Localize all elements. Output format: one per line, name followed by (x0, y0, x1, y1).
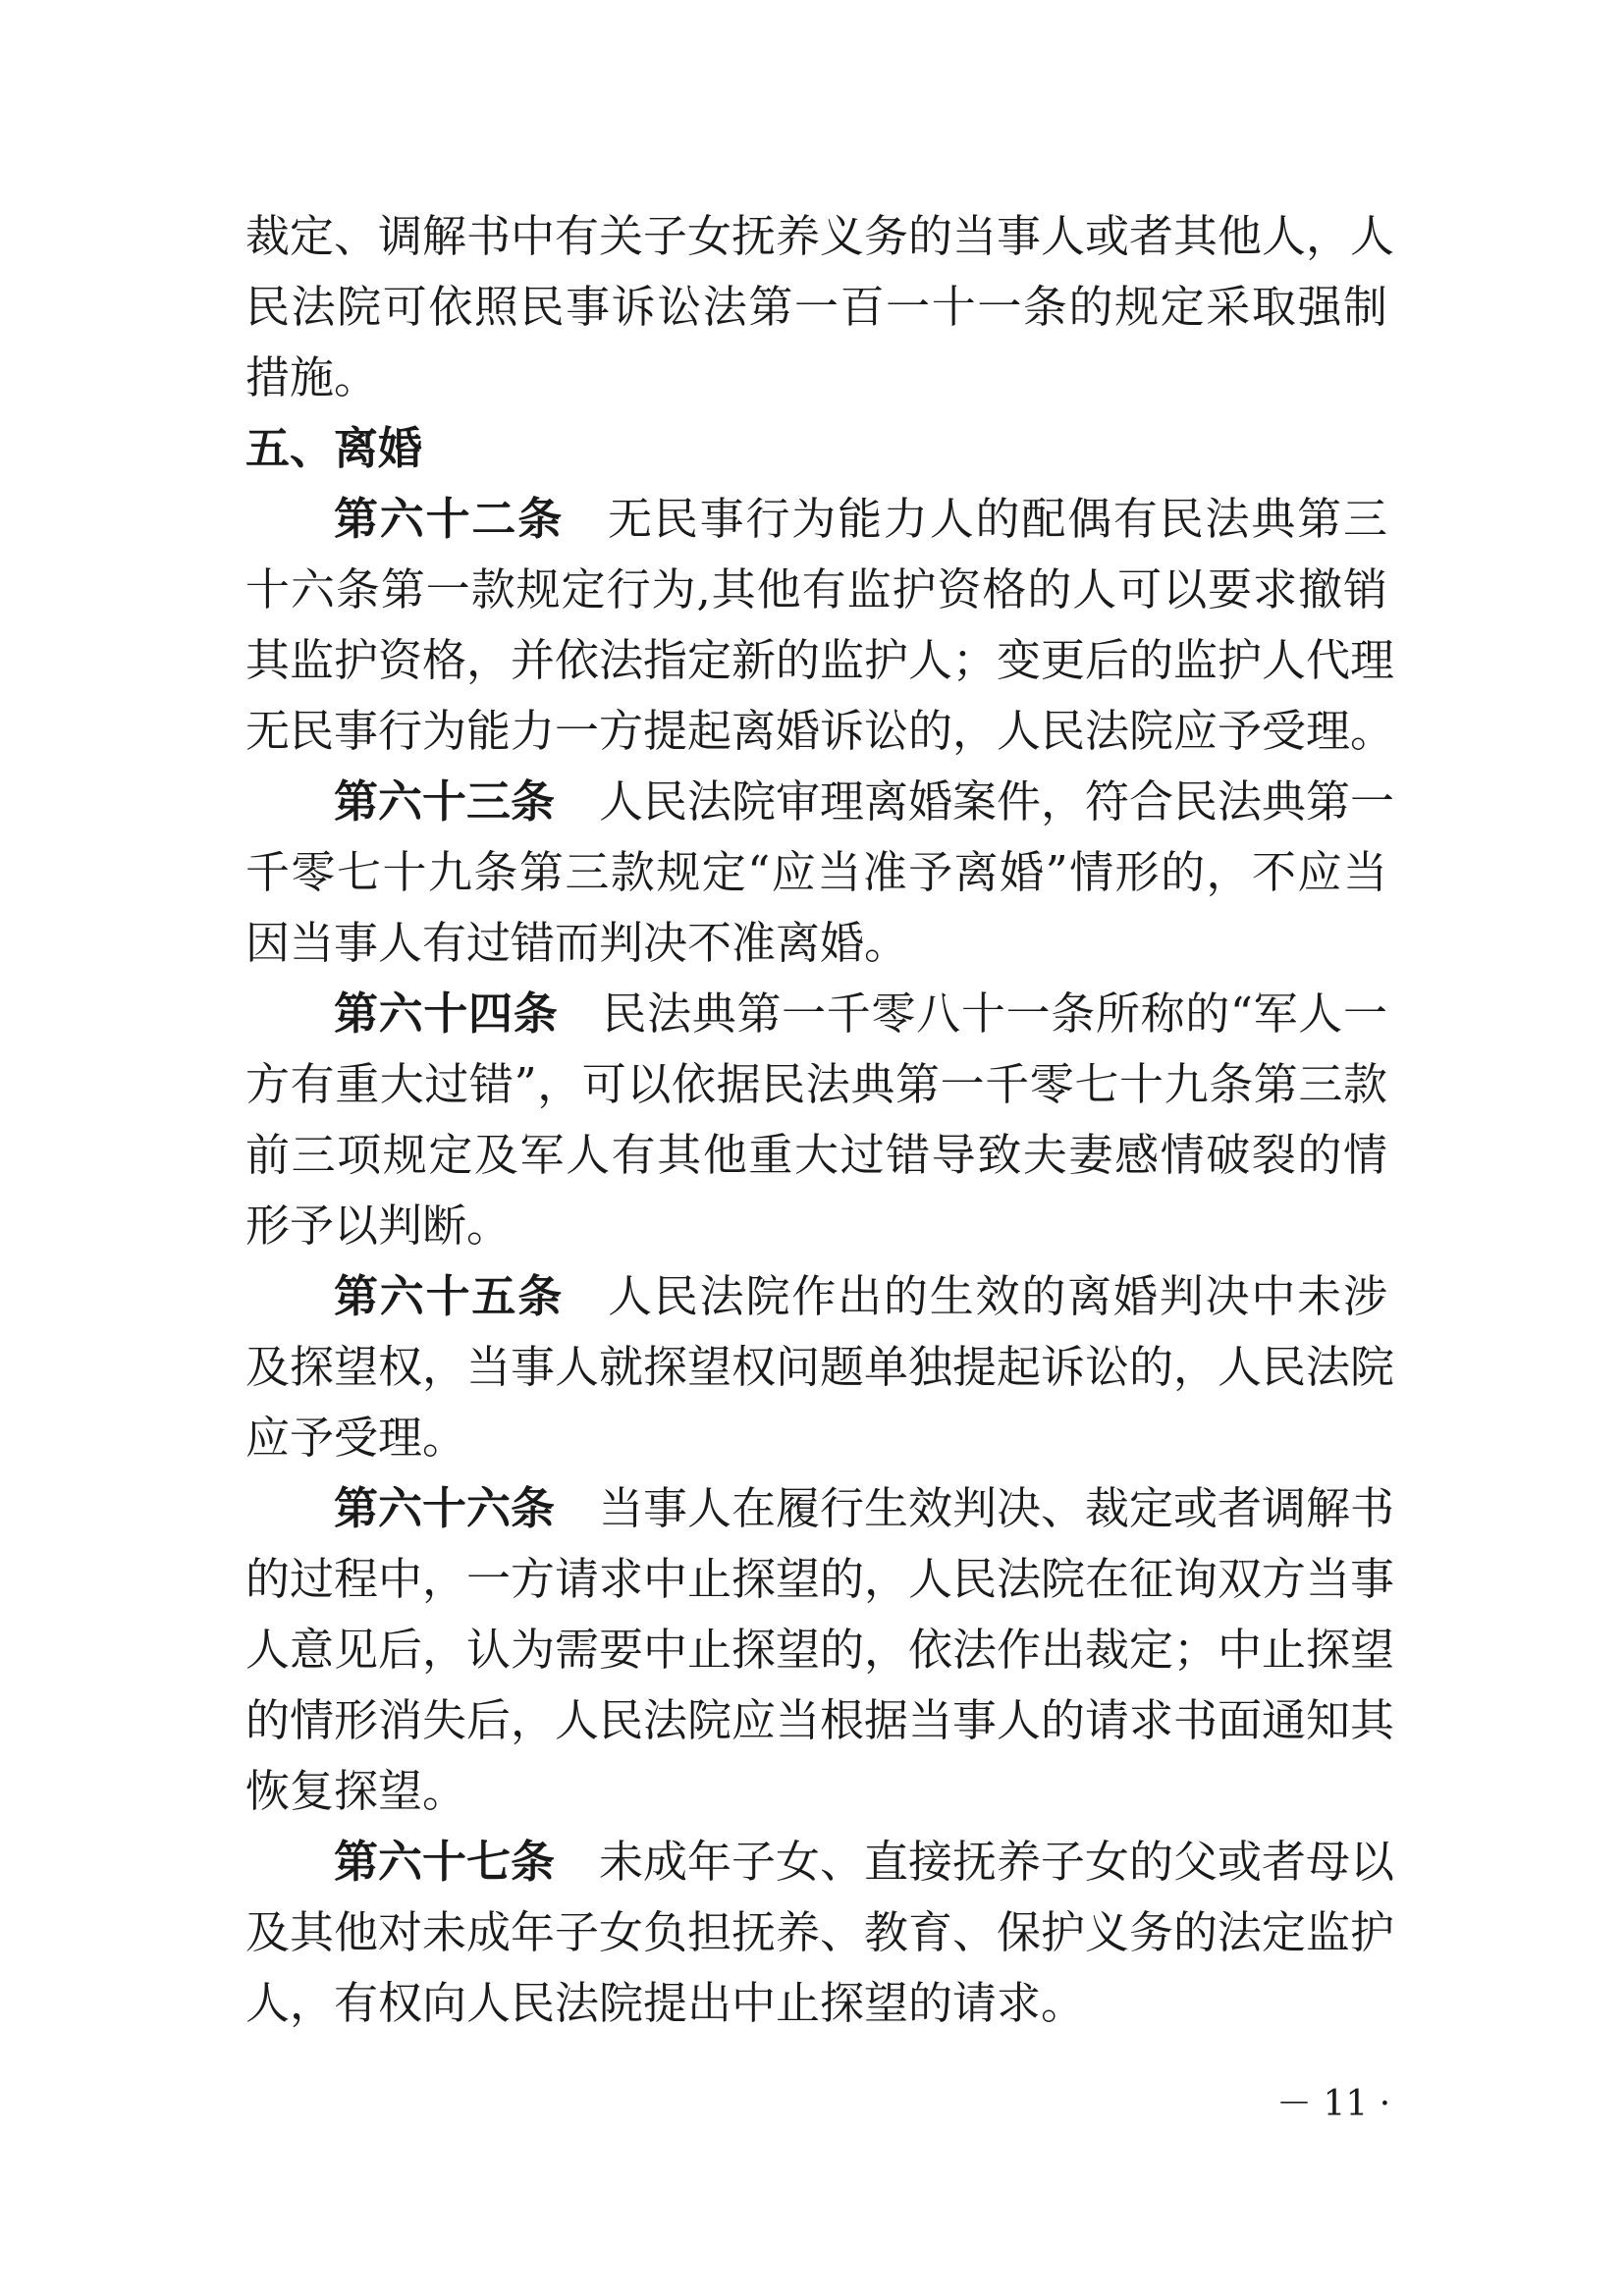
article-first-line (245, 767, 1395, 837)
text-line: 因当事人有过错而判决不准离婚。 (245, 917, 909, 969)
text-line: 未成年子女、直接抚养子女的父或者母以 (599, 1836, 1395, 1888)
article-title: 第六十六条 (334, 1482, 556, 1534)
section-heading: 五、离婚 (245, 422, 423, 474)
article-64 (245, 979, 1387, 1261)
text-line: 前三项规定及军人有其他重大过错导致夫妻感情破裂的情 (245, 1129, 1387, 1181)
article-title: 第六十七条 (334, 1836, 556, 1888)
text-line: 千零七十九条第三款规定“应当准予离婚”情形的，不应当 (245, 846, 1387, 898)
text-line: 民法典第一千零八十一条所称的“军人一 (602, 988, 1387, 1040)
article-first-line (245, 1827, 1395, 1897)
text-line: 人意见后，认为需要中止探望的，依法作出裁定；中止探望 (245, 1624, 1395, 1676)
text-line: 无民事行为能力人的配偶有民法典第三 (608, 493, 1387, 545)
page-number: － 11 · (1276, 2084, 1391, 2124)
text-line: 裁定、调解书中有关子女抚养义务的当事人或者其他人，人 (245, 210, 1395, 262)
text-line: 形予以判断。 (245, 1200, 512, 1252)
article-first-line (245, 1473, 1395, 1544)
text-line: 当事人在履行生效判决、裁定或者调解书 (599, 1482, 1395, 1534)
article-first-line (245, 979, 1387, 1049)
article-first-line (245, 1261, 1387, 1332)
text-line: 措施。 (245, 351, 379, 403)
text-line: 人民法院作出的生效的离婚判决中未涉 (608, 1270, 1387, 1322)
text-line: 及探望权，当事人就探望权问题单独提起诉讼的，人民法院 (245, 1341, 1395, 1393)
article-title: 第六十二条 (334, 493, 565, 545)
intro-paragraph (245, 201, 1395, 413)
article-66 (245, 1473, 1395, 1827)
article-title: 第六十五条 (334, 1270, 565, 1322)
text-line: 恢复探望。 (245, 1765, 467, 1817)
text-line: 民法院可依照民事诉讼法第一百一十一条的规定采取强制 (245, 281, 1387, 333)
article-title: 第六十四条 (334, 988, 559, 1040)
article-63 (245, 767, 1395, 979)
text-line: 应予受理。 (245, 1412, 467, 1464)
text-line: 的情形消失后，人民法院应当根据当事人的请求书面通知其 (245, 1694, 1395, 1746)
text-line: 方有重大过错”，可以依据民法典第一千零七十九条第三款 (245, 1058, 1387, 1110)
text-line: 十六条第一款规定行为,其他有监护资格的人可以要求撤销 (245, 563, 1387, 615)
text-line: 人民法院审理离婚案件，符合民法典第一 (599, 775, 1395, 828)
document-page (245, 201, 1395, 2039)
text-line: 及其他对未成年子女负担抚养、教育、保护义务的法定监护 (245, 1906, 1395, 1958)
article-65 (245, 1261, 1395, 1473)
article-first-line (245, 484, 1387, 555)
text-line: 其监护资格，并依法指定新的监护人；变更后的监护人代理 (245, 634, 1395, 686)
article-title: 第六十三条 (334, 775, 556, 828)
article-67 (245, 1827, 1395, 2039)
text-line: 的过程中，一方请求中止探望的，人民法院在征询双方当事 (245, 1553, 1395, 1605)
text-line: 人，有权向人民法院提出中止探望的请求。 (245, 1977, 1086, 2029)
article-62 (245, 484, 1395, 767)
text-line: 无民事行为能力一方提起离婚诉讼的，人民法院应予受理。 (245, 705, 1395, 757)
